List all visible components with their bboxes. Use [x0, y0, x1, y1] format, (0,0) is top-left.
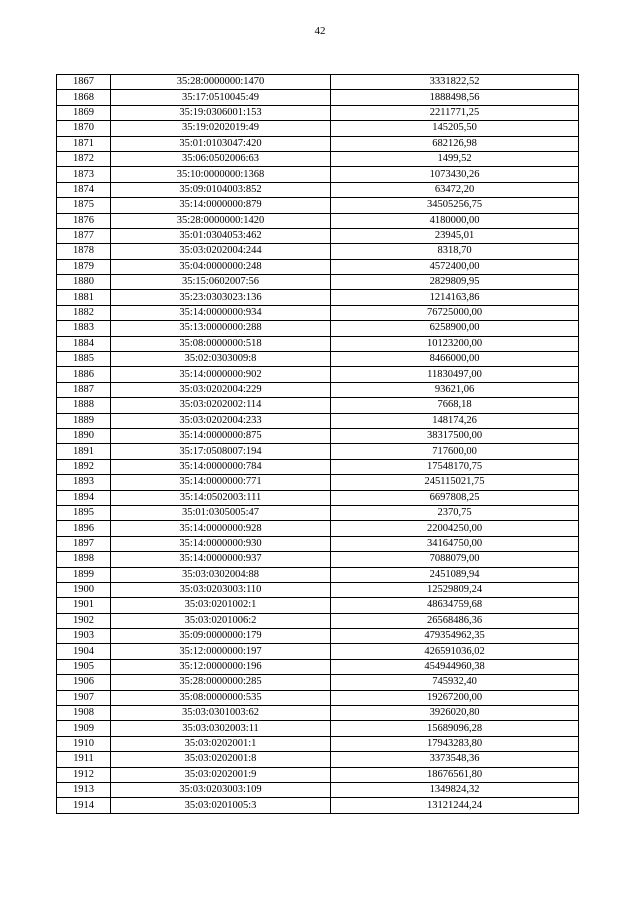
cadastral-number-cell: 35:03:0202002:114 [111, 398, 331, 413]
cadastral-number-cell: 35:14:0000000:934 [111, 305, 331, 320]
row-number-cell: 1906 [57, 675, 111, 690]
cadastral-number-cell: 35:03:0203003:109 [111, 782, 331, 797]
value-cell: 8466000,00 [331, 352, 579, 367]
cadastral-number-cell: 35:17:0508007:194 [111, 444, 331, 459]
row-number-cell: 1869 [57, 105, 111, 120]
value-cell: 12529809,24 [331, 582, 579, 597]
value-cell: 17548170,75 [331, 459, 579, 474]
value-cell: 717600,00 [331, 444, 579, 459]
cadastral-number-cell: 35:03:0203003:110 [111, 582, 331, 597]
cadastral-number-cell: 35:28:0000000:285 [111, 675, 331, 690]
value-cell: 745932,40 [331, 675, 579, 690]
row-number-cell: 1887 [57, 382, 111, 397]
row-number-cell: 1903 [57, 629, 111, 644]
table-row [57, 798, 579, 813]
row-number-cell: 1895 [57, 505, 111, 520]
registry-table [56, 74, 579, 814]
table-row [57, 75, 579, 90]
row-number-cell: 1879 [57, 259, 111, 274]
value-cell: 426591036,02 [331, 644, 579, 659]
row-number-cell: 1914 [57, 798, 111, 813]
table-row [57, 228, 579, 243]
cadastral-number-cell: 35:14:0000000:771 [111, 475, 331, 490]
value-cell: 145205,50 [331, 121, 579, 136]
row-number-cell: 1893 [57, 475, 111, 490]
table-row [57, 275, 579, 290]
cadastral-number-cell: 35:03:0202004:233 [111, 413, 331, 428]
value-cell: 2451089,94 [331, 567, 579, 582]
cadastral-number-cell: 35:09:0104003:852 [111, 182, 331, 197]
value-cell: 7088079,00 [331, 552, 579, 567]
row-number-cell: 1873 [57, 167, 111, 182]
table-row [57, 767, 579, 782]
row-number-cell: 1907 [57, 690, 111, 705]
table-row [57, 90, 579, 105]
value-cell: 13121244,24 [331, 798, 579, 813]
row-number-cell: 1900 [57, 582, 111, 597]
row-number-cell: 1876 [57, 213, 111, 228]
value-cell: 3373548,36 [331, 752, 579, 767]
cadastral-number-cell: 35:03:0201006:2 [111, 613, 331, 628]
cadastral-number-cell: 35:14:0000000:930 [111, 536, 331, 551]
table-row [57, 382, 579, 397]
value-cell: 1499,52 [331, 151, 579, 166]
cadastral-number-cell: 35:28:0000000:1420 [111, 213, 331, 228]
value-cell: 148174,26 [331, 413, 579, 428]
value-cell: 479354962,35 [331, 629, 579, 644]
value-cell: 6258900,00 [331, 321, 579, 336]
value-cell: 48634759,68 [331, 598, 579, 613]
cadastral-number-cell: 35:03:0202001:8 [111, 752, 331, 767]
value-cell: 1888498,56 [331, 90, 579, 105]
table-row [57, 721, 579, 736]
table-row [57, 136, 579, 151]
value-cell: 1073430,26 [331, 167, 579, 182]
table-row [57, 398, 579, 413]
cadastral-number-cell: 35:14:0000000:928 [111, 521, 331, 536]
cadastral-number-cell: 35:15:0602007:56 [111, 275, 331, 290]
row-number-cell: 1878 [57, 244, 111, 259]
value-cell: 34505256,75 [331, 198, 579, 213]
row-number-cell: 1868 [57, 90, 111, 105]
cadastral-number-cell: 35:19:0306001:153 [111, 105, 331, 120]
table-row [57, 475, 579, 490]
table-row [57, 675, 579, 690]
value-cell: 10123200,00 [331, 336, 579, 351]
value-cell: 34164750,00 [331, 536, 579, 551]
row-number-cell: 1894 [57, 490, 111, 505]
value-cell: 76725000,00 [331, 305, 579, 320]
value-cell: 2211771,25 [331, 105, 579, 120]
cadastral-number-cell: 35:03:0201005:3 [111, 798, 331, 813]
row-number-cell: 1880 [57, 275, 111, 290]
table-row [57, 167, 579, 182]
value-cell: 17943283,80 [331, 736, 579, 751]
cadastral-number-cell: 35:03:0201002:1 [111, 598, 331, 613]
row-number-cell: 1870 [57, 121, 111, 136]
row-number-cell: 1908 [57, 706, 111, 721]
value-cell: 4180000,00 [331, 213, 579, 228]
value-cell: 38317500,00 [331, 428, 579, 443]
row-number-cell: 1912 [57, 767, 111, 782]
row-number-cell: 1901 [57, 598, 111, 613]
value-cell: 11830497,00 [331, 367, 579, 382]
cadastral-number-cell: 35:03:0302003:11 [111, 721, 331, 736]
table-row [57, 367, 579, 382]
cadastral-number-cell: 35:08:0000000:518 [111, 336, 331, 351]
value-cell: 454944960,38 [331, 659, 579, 674]
cadastral-number-cell: 35:13:0000000:288 [111, 321, 331, 336]
table-row [57, 121, 579, 136]
cadastral-number-cell: 35:14:0000000:879 [111, 198, 331, 213]
table-row [57, 459, 579, 474]
row-number-cell: 1891 [57, 444, 111, 459]
row-number-cell: 1899 [57, 567, 111, 582]
table-row [57, 782, 579, 797]
row-number-cell: 1883 [57, 321, 111, 336]
table-row [57, 305, 579, 320]
row-number-cell: 1872 [57, 151, 111, 166]
value-cell: 1349824,32 [331, 782, 579, 797]
cadastral-number-cell: 35:03:0302004:88 [111, 567, 331, 582]
row-number-cell: 1890 [57, 428, 111, 443]
value-cell: 3926020,80 [331, 706, 579, 721]
row-number-cell: 1867 [57, 75, 111, 90]
value-cell: 682126,98 [331, 136, 579, 151]
row-number-cell: 1911 [57, 752, 111, 767]
cadastral-number-cell: 35:01:0304053:462 [111, 228, 331, 243]
table-row [57, 259, 579, 274]
table-row [57, 413, 579, 428]
table-row [57, 352, 579, 367]
cadastral-number-cell: 35:06:0502006:63 [111, 151, 331, 166]
cadastral-number-cell: 35:08:0000000:535 [111, 690, 331, 705]
row-number-cell: 1896 [57, 521, 111, 536]
cadastral-number-cell: 35:19:0202019:49 [111, 121, 331, 136]
page-number: 42 [314, 25, 326, 37]
cadastral-number-cell: 35:03:0202001:1 [111, 736, 331, 751]
value-cell: 19267200,00 [331, 690, 579, 705]
value-cell: 1214163,86 [331, 290, 579, 305]
cadastral-number-cell: 35:14:0000000:875 [111, 428, 331, 443]
table-row [57, 598, 579, 613]
value-cell: 63472,20 [331, 182, 579, 197]
value-cell: 2829809,95 [331, 275, 579, 290]
row-number-cell: 1885 [57, 352, 111, 367]
cadastral-number-cell: 35:09:0000000:179 [111, 629, 331, 644]
cadastral-number-cell: 35:17:0510045:49 [111, 90, 331, 105]
row-number-cell: 1881 [57, 290, 111, 305]
table-row [57, 567, 579, 582]
table-row [57, 505, 579, 520]
value-cell: 23945,01 [331, 228, 579, 243]
table-row [57, 582, 579, 597]
value-cell: 26568486,36 [331, 613, 579, 628]
cadastral-number-cell: 35:28:0000000:1470 [111, 75, 331, 90]
table-row [57, 736, 579, 751]
table-row [57, 490, 579, 505]
row-number-cell: 1913 [57, 782, 111, 797]
table-row [57, 182, 579, 197]
cadastral-number-cell: 35:14:0502003:111 [111, 490, 331, 505]
row-number-cell: 1905 [57, 659, 111, 674]
row-number-cell: 1871 [57, 136, 111, 151]
cadastral-number-cell: 35:02:0303009:8 [111, 352, 331, 367]
cadastral-number-cell: 35:01:0305005:47 [111, 505, 331, 520]
table-row [57, 290, 579, 305]
row-number-cell: 1875 [57, 198, 111, 213]
row-number-cell: 1910 [57, 736, 111, 751]
table-row [57, 321, 579, 336]
table-row [57, 444, 579, 459]
cadastral-number-cell: 35:12:0000000:196 [111, 659, 331, 674]
registry-table-body [57, 75, 579, 814]
value-cell: 4572400,00 [331, 259, 579, 274]
row-number-cell: 1904 [57, 644, 111, 659]
row-number-cell: 1897 [57, 536, 111, 551]
table-row [57, 198, 579, 213]
row-number-cell: 1898 [57, 552, 111, 567]
value-cell: 7668,18 [331, 398, 579, 413]
value-cell: 93621,06 [331, 382, 579, 397]
value-cell: 245115021,75 [331, 475, 579, 490]
cadastral-number-cell: 35:14:0000000:937 [111, 552, 331, 567]
table-row [57, 690, 579, 705]
row-number-cell: 1889 [57, 413, 111, 428]
cadastral-number-cell: 35:01:0103047:420 [111, 136, 331, 151]
table-row [57, 428, 579, 443]
table-row [57, 244, 579, 259]
cadastral-number-cell: 35:23:0303023:136 [111, 290, 331, 305]
table-row [57, 706, 579, 721]
row-number-cell: 1882 [57, 305, 111, 320]
cadastral-number-cell: 35:14:0000000:902 [111, 367, 331, 382]
row-number-cell: 1874 [57, 182, 111, 197]
row-number-cell: 1888 [57, 398, 111, 413]
table-row [57, 659, 579, 674]
table-row [57, 213, 579, 228]
row-number-cell: 1886 [57, 367, 111, 382]
table-row [57, 629, 579, 644]
table-row [57, 752, 579, 767]
cadastral-number-cell: 35:10:0000000:1368 [111, 167, 331, 182]
cadastral-number-cell: 35:14:0000000:784 [111, 459, 331, 474]
value-cell: 8318,70 [331, 244, 579, 259]
value-cell: 15689096,28 [331, 721, 579, 736]
cadastral-number-cell: 35:03:0202001:9 [111, 767, 331, 782]
table-row [57, 536, 579, 551]
cadastral-number-cell: 35:12:0000000:197 [111, 644, 331, 659]
row-number-cell: 1877 [57, 228, 111, 243]
table-row [57, 644, 579, 659]
value-cell: 3331822,52 [331, 75, 579, 90]
row-number-cell: 1909 [57, 721, 111, 736]
value-cell: 18676561,80 [331, 767, 579, 782]
table-row [57, 552, 579, 567]
row-number-cell: 1892 [57, 459, 111, 474]
row-number-cell: 1884 [57, 336, 111, 351]
table-row [57, 521, 579, 536]
table-row [57, 151, 579, 166]
cadastral-number-cell: 35:03:0202004:244 [111, 244, 331, 259]
value-cell: 6697808,25 [331, 490, 579, 505]
value-cell: 22004250,00 [331, 521, 579, 536]
row-number-cell: 1902 [57, 613, 111, 628]
table-row [57, 336, 579, 351]
table-row [57, 105, 579, 120]
cadastral-number-cell: 35:03:0202004:229 [111, 382, 331, 397]
cadastral-number-cell: 35:04:0000000:248 [111, 259, 331, 274]
value-cell: 2370,75 [331, 505, 579, 520]
table-row [57, 613, 579, 628]
cadastral-number-cell: 35:03:0301003:62 [111, 706, 331, 721]
